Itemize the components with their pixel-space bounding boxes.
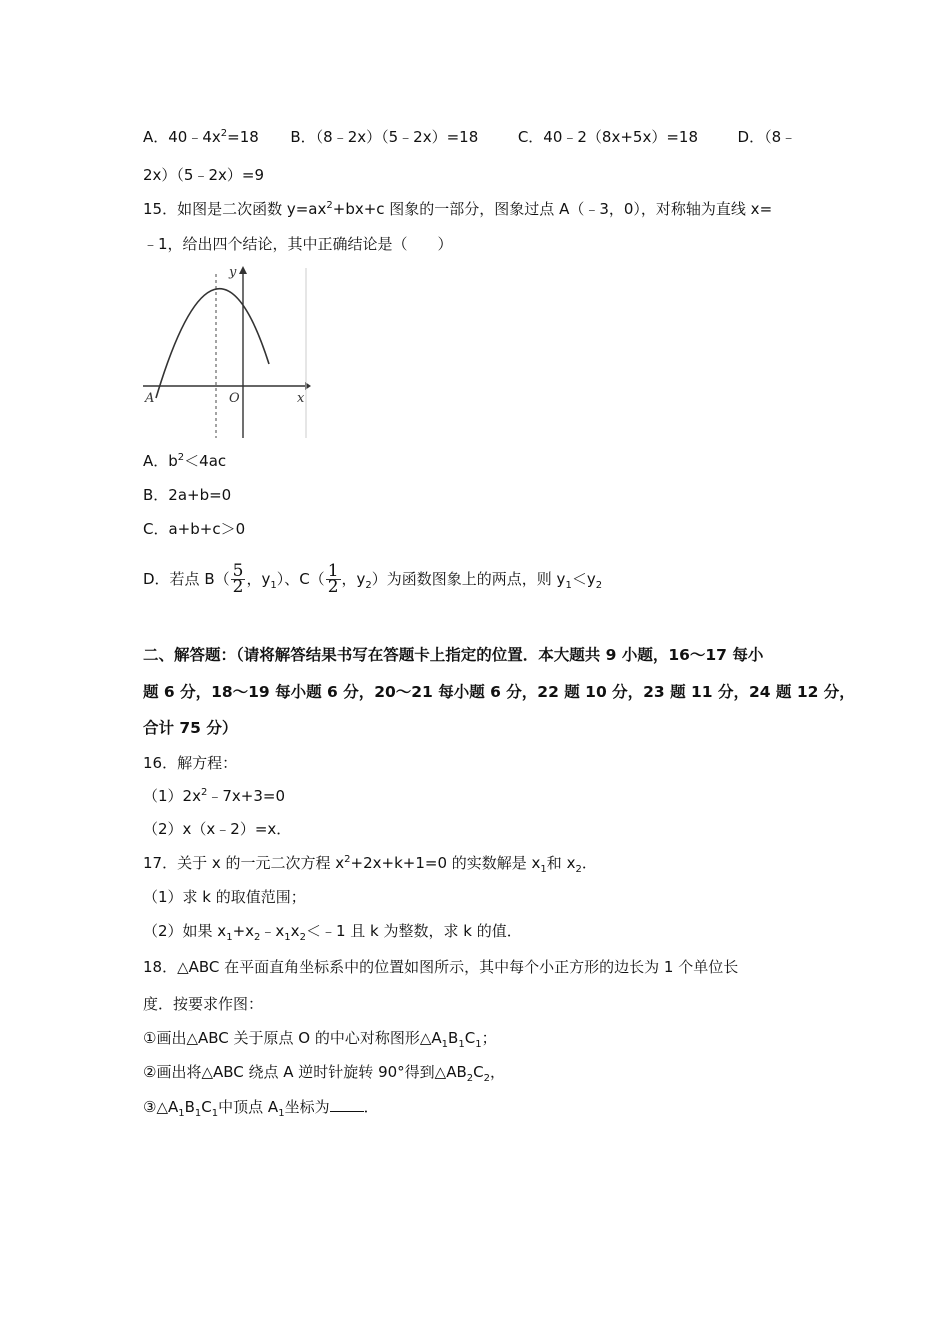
q18-item1: ①画出△ABC 关于原点 O 的中心对称图形$\triangle A_1B_1C_1$； [143, 1029, 497, 1050]
section2-heading-line3: 合计 75 分） [143, 719, 238, 737]
parabola-graph [143, 262, 311, 440]
q18-item3: $③\triangle A_1B_1C_1$中顶点 $A_1$坐标为 ． [143, 1098, 379, 1119]
y-axis-label: y [229, 265, 237, 280]
q16-stem: 16．解方程： [143, 754, 238, 772]
q15-option-a: A．$b^2<4ac$ [143, 452, 227, 470]
fraction-five-halves: $\frac{5}{2}$ [232, 561, 244, 597]
parabola-curve [156, 289, 269, 398]
q14-options-line1 [143, 127, 796, 147]
q18-item2: ②画出将△ABC 绕点 A 逆时针旋转 90°得到$\triangle AB_2C_2$， [143, 1063, 506, 1084]
q15-option-d: D．若点 B（ $\frac{5}{2}$ ，$y_1$）、C（ $\frac{1}{2}$ ，$y_2$）为函数图象上的两点，则 $y_1<y_2$ [143, 561, 603, 597]
q14-option-b: B．（8﹣2x）（5﹣2x）=18 [290, 128, 479, 146]
section2-heading-line1: 二、解答题：（请将解答结果书写在答题卡上指定的位置．本大题共 9 小题，16～17 每小 [143, 646, 764, 664]
q17-part1: （1）求 k 的取值范围； [143, 888, 306, 906]
q18-stem-line2: 度．按要求作图： [143, 995, 264, 1013]
q15-stem-line1: 15．如图是二次函数 $y=ax^2+bx+c$ 图象的一部分，图象过点 A（﹣3，0），对称轴为直线 x= [143, 200, 773, 218]
q14-option-a: A．$40﹣4x^2=18$ [143, 128, 259, 146]
x-axis-label: x [297, 391, 305, 406]
q18-stem-line1: 18．△ABC 在平面直角坐标系中的位置如图所示，其中每个小正方形的边长为 1 个单位长 [143, 958, 739, 976]
origin-label: O [229, 391, 240, 406]
answer-blank [330, 1097, 364, 1112]
section2-heading-line2: 题 6 分，18～19 每小题 6 分，20～21 每小题 6 分，22 题 10 分，23 题 11 分，24 题 12 分， [143, 683, 855, 701]
q14-options-line2: 2x）（5﹣2x）=9 [143, 166, 264, 184]
y-axis-arrow [239, 266, 247, 274]
q15-option-c: C．a+b+c＞0 [143, 520, 246, 538]
q17-stem: 17．关于 x 的一元二次方程 $x^2+2x+k+1=0$ 的实数解是 $x_1$和 $x_2$． [143, 854, 597, 875]
q16-part2: （2）x（x﹣2）=x． [143, 820, 292, 838]
q17-part2: （2）如果 $x_1+x_2﹣x_1x_2<﹣1$ 且 k 为整数，求 k 的值． [143, 922, 522, 943]
q15-option-b: B．2a+b=0 [143, 486, 232, 504]
q14-option-c: C．40﹣2（8x+5x）=18 [517, 128, 698, 146]
fraction-one-half: $\frac{1}{2}$ [327, 561, 339, 597]
point-a-label: A [145, 391, 155, 406]
q14-option-d: D．（8﹣ [737, 128, 797, 146]
q16-part1: $(1)2x^2﹣7x+3=0$ [143, 787, 285, 805]
q15-stem-line2: ﹣1，给出四个结论，其中正确结论是（ ） [143, 235, 453, 253]
